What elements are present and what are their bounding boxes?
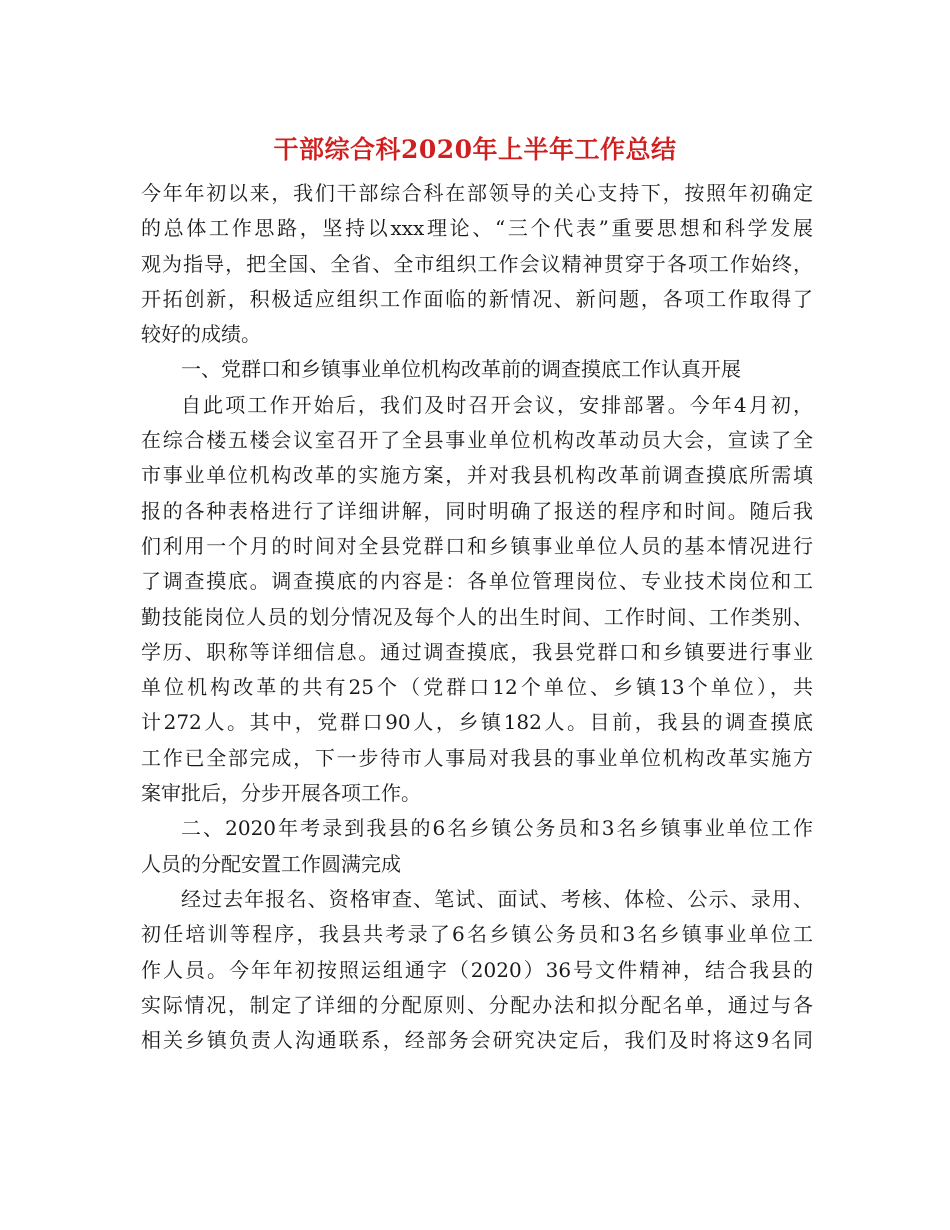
text-line: 经过去年报名、资格审查、笔试、面试、考核、体检、公示、录用、 bbox=[181, 886, 813, 911]
text-line: 较好的成绩。 bbox=[141, 322, 261, 347]
text-line: 作人员。今年年初按照运组通字（2020）36号文件精神，结合我县的 bbox=[141, 957, 813, 982]
document-title: 干部综合科2020年上半年工作总结 bbox=[273, 135, 677, 164]
text-line: 单位机构改革的共有25个（党群口12个单位、乡镇13个单位），共 bbox=[141, 675, 813, 700]
text-line: 初任培训等程序，我县共考录了6名乡镇公务员和3名乡镇事业单位工 bbox=[141, 922, 813, 947]
text-line: 计272人。其中，党群口90人，乡镇182人。目前，我县的调查摸底 bbox=[141, 710, 813, 735]
text-line: 相关乡镇负责人沟通联系，经部务会研究决定后，我们及时将这9名同 bbox=[141, 1028, 813, 1053]
text-line: 们利用一个月的时间对全县党群口和乡镇事业单位人员的基本情况进行 bbox=[141, 533, 813, 558]
text-line: 今年年初以来，我们干部综合科在部领导的关心支持下，按照年初确定 bbox=[141, 181, 813, 205]
text-line: 在综合楼五楼会议室召开了全县事业单位机构改革动员大会，宣读了全 bbox=[141, 428, 813, 453]
text-line: 案审批后，分步开展各项工作。 bbox=[141, 781, 421, 806]
text-line: 勤技能岗位人员的划分情况及每个人的出生时间、工作时间、工作类别、 bbox=[141, 604, 813, 629]
document-body bbox=[141, 176, 813, 1058]
text-line: 学历、职称等详细信息。通过调查摸底，我县党群口和乡镇要进行事业 bbox=[141, 639, 813, 664]
text-line: 工作已全部完成，下一步待市人事局对我县的事业单位机构改革实施方 bbox=[141, 745, 813, 770]
text-line: 了调查摸底。调查摸底的内容是：各单位管理岗位、专业技术岗位和工 bbox=[141, 569, 813, 594]
text-line: 人员的分配安置工作圆满完成 bbox=[141, 851, 401, 876]
text-line: 报的各种表格进行了详细讲解，同时明确了报送的程序和时间。随后我 bbox=[141, 498, 813, 523]
text-line: 开拓创新，积极适应组织工作面临的新情况、新问题，各项工作取得了 bbox=[141, 286, 813, 311]
text-line: 市事业单位机构改革的实施方案，并对我县机构改革前调查摸底所需填 bbox=[141, 463, 813, 488]
text-line: 实际情况，制定了详细的分配原则、分配办法和拟分配名单，通过与各 bbox=[141, 992, 813, 1017]
text-line: 一、党群口和乡镇事业单位机构改革前的调查摸底工作认真开展 bbox=[181, 357, 741, 382]
text-line: 二、2020年考录到我县的6名乡镇公务员和3名乡镇事业单位工作 bbox=[181, 816, 813, 841]
text-line: 自此项工作开始后，我们及时召开会议，安排部署。今年4月初， bbox=[181, 392, 813, 417]
text-line: 的总体工作思路，坚持以xxx理论、“三个代表”重要思想和科学发展 bbox=[141, 216, 813, 241]
text-line: 观为指导，把全国、全省、全市组织工作会议精神贯穿于各项工作始终， bbox=[141, 251, 813, 276]
